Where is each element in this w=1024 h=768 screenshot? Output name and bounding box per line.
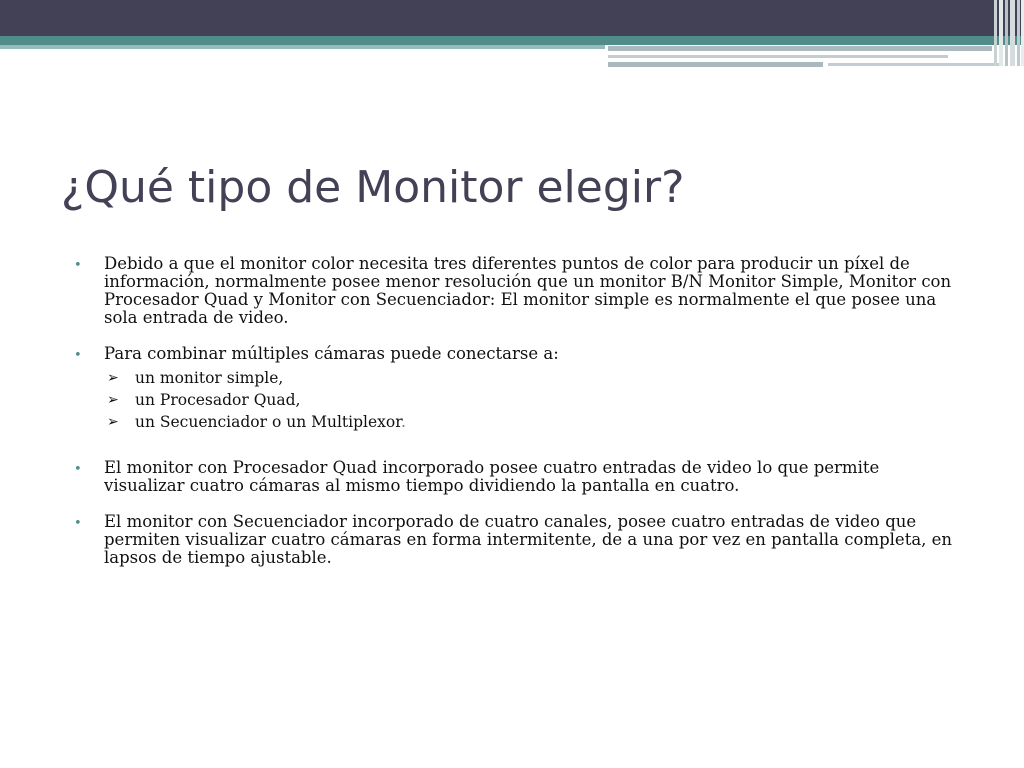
sub-item-trail: .: [400, 413, 406, 431]
bullet-item: [74, 345, 954, 433]
header-band-dark: [0, 0, 1024, 36]
header-band-gray-3: [608, 62, 823, 67]
sub-item: [104, 411, 954, 433]
bullet-dot-icon: •: [74, 348, 82, 363]
arrow-bullet-icon: ➢: [107, 392, 119, 408]
bullet-text: El monitor con Procesador Quad incorporado posee cuatro entradas de video lo que permite visualizar cuatro cámaras al mismo tiempo dividiendo la pantalla en cuatro.: [104, 458, 880, 495]
arrow-bullet-icon: ➢: [107, 414, 119, 430]
sub-item: [104, 367, 954, 389]
bullet-item: [74, 255, 954, 327]
sub-list: [104, 367, 954, 433]
bullet-item: [74, 513, 954, 567]
header-band-teal: [0, 36, 1024, 45]
bullet-dot-icon: •: [74, 516, 82, 531]
bullet-dot-icon: •: [74, 258, 82, 273]
bullet-text: Debido a que el monitor color necesita tres diferentes puntos de color para producir un píxel de información, normalmente posee menor resolución que un monitor B/N Monitor Simple, Monitor con Procesador Quad y Monitor con Secuenciador: El monitor simple es normalmente el que posee una sola entrada de video.: [104, 254, 952, 327]
slide-content: [74, 255, 954, 585]
bullet-text: El monitor con Secuenciador incorporado de cuatro canales, posee cuatro entradas de video que permiten visualizar cuatro cámaras en forma intermitente, de a una por vez en pantalla completa, en lapsos de tiempo ajustable.: [104, 512, 953, 567]
bullet-dot-icon: •: [74, 462, 82, 477]
bullet-text: Para combinar múltiples cámaras puede conectarse a:: [104, 344, 559, 363]
header-band-gray-1: [608, 46, 992, 51]
header-stripes: [994, 0, 1024, 66]
sub-item-text: un Secuenciador o un Multiplexor: [135, 413, 401, 431]
slide-title: ¿Qué tipo de Monitor elegir?: [61, 162, 685, 213]
header-band-teal-light: [0, 45, 605, 49]
header-band-gray-2: [608, 55, 948, 58]
arrow-bullet-icon: ➢: [107, 370, 119, 386]
sub-item-text: un monitor simple,: [135, 369, 284, 387]
sub-item: [104, 389, 954, 411]
header-band-gray-4: [828, 63, 1000, 66]
sub-item-text: un Procesador Quad,: [135, 391, 301, 409]
bullet-item: [74, 459, 954, 495]
